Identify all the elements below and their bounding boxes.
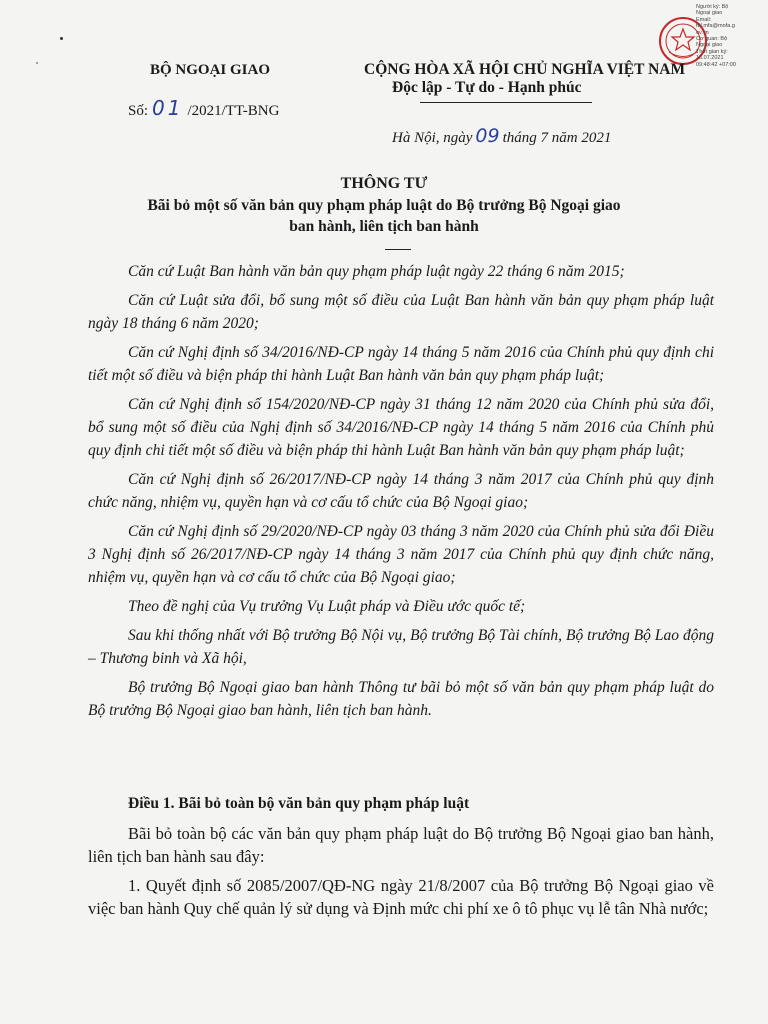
signature-line: Cơ quan: Bộ [696, 36, 728, 43]
document-type: THÔNG TƯ [340, 175, 428, 192]
basis-paragraph: Căn cứ Nghị định số 26/2017/NĐ-CP ngày 14 tháng 3 năm 2017 của Chính phủ quy định chức năng, nhiệm vụ, quyền hạn và cơ cấu tổ chức của Bộ Ngoại giao; [88, 471, 714, 511]
signature-line: ov.vn [696, 29, 709, 36]
number-prefix: Số: [128, 103, 149, 119]
date-suffix: tháng 7 năm 2021 [502, 130, 612, 146]
signature-line: 09:48:42 +07:00 [696, 61, 736, 68]
signature-line: Ngoại giao [696, 42, 723, 49]
subtitle-line: Bãi bỏ một số văn bản quy phạm pháp luật do Bộ trưởng Bộ Ngoại giao [147, 197, 621, 214]
article-paragraph: Bãi bỏ toàn bộ các văn bản quy phạm pháp luật do Bộ trưởng Bộ Ngoại giao ban hành, liên tịch ban hành sau đây: [88, 824, 714, 866]
date-prefix: Hà Nội, ngày [392, 130, 473, 146]
basis-paragraph: Căn cứ Nghị định số 154/2020/NĐ-CP ngày 31 tháng 12 năm 2020 của Chính phủ sửa đổi, bổ sung một số điều của Nghị định số 34/2016/NĐ-CP ngày 14 tháng 5 năm 2016 của Chính phủ quy định chi tiết một số điều và biện pháp thi hành Luật Ban hành văn bản quy phạm pháp luật; [88, 396, 714, 459]
signature-line: Thời gian ký: [696, 48, 728, 55]
document-number [128, 96, 279, 120]
basis-paragraph: Căn cứ Luật Ban hành văn bản quy phạm pháp luật ngày 22 tháng 6 năm 2015; [128, 263, 625, 280]
subtitle-line: ban hành, liên tịch ban hành [289, 218, 479, 235]
basis-paragraph: Sau khi thống nhất với Bộ trưởng Bộ Nội vụ, Bộ trưởng Bộ Tài chính, Bộ trưởng Bộ Lao động – Thương binh và Xã hội, [88, 627, 714, 667]
digital-signature [650, 2, 766, 102]
title-divider [385, 249, 411, 250]
article-heading: Điều 1. Bãi bỏ toàn bộ văn bản quy phạm pháp luật [128, 795, 470, 812]
signature-details [696, 4, 766, 68]
basis-paragraph: Căn cứ Nghị định số 29/2020/NĐ-CP ngày 03 tháng 3 năm 2020 của Chính phủ sửa đổi Điều 3 Nghị định số 26/2017/NĐ-CP ngày 14 tháng 3 năm 2017 của Chính phủ quy định chức năng, nhiệm vụ, quyền hạn và cơ cấu tổ chức của Bộ Ngoại giao; [88, 523, 714, 586]
signature-line: 16.07.2021 [696, 55, 724, 62]
signature-line: Email: [696, 16, 712, 23]
number-suffix: /2021/TT-BNG [187, 103, 280, 119]
article-body [88, 822, 714, 926]
place-date [392, 125, 611, 147]
national-motto: Độc lập - Tự do - Hạnh phúc [392, 79, 582, 96]
basis-paragraph: Theo đề nghị của Vụ trưởng Vụ Luật pháp và Điều ước quốc tế; [128, 598, 526, 615]
document-subtitle [0, 195, 768, 237]
issuing-agency: BỘ NGOẠI GIAO [150, 62, 271, 78]
motto-underline [420, 102, 592, 103]
handwritten-number: 01 [152, 96, 184, 120]
basis-paragraph: Căn cứ Nghị định số 34/2016/NĐ-CP ngày 14 tháng 5 năm 2016 của Chính phủ quy định chi tiết một số điều và biện pháp thi hành Luật Ban hành văn bản quy phạm pháp luật; [88, 344, 714, 384]
basis-paragraph: Căn cứ Luật sửa đổi, bổ sung một số điều của Luật Ban hành văn bản quy phạm pháp luật ngày 18 tháng 6 năm 2020; [88, 292, 714, 332]
national-title: CỘNG HÒA XÃ HỘI CHỦ NGHĨA VIỆT NAM [364, 61, 686, 78]
legal-basis [88, 260, 714, 728]
article-item: 1. Quyết định số 2085/2007/QĐ-NG ngày 21/8/2007 của Bộ trưởng Bộ Ngoại giao về việc ban hành Quy chế quản lý sử dụng và Định mức chi phí xe ô tô phục vụ lễ tân Nhà nước; [88, 876, 714, 918]
signature-line: tttl.mfa@mofa.g [696, 23, 735, 30]
handwritten-day: 09 [475, 125, 500, 147]
signature-line: Ngoại giao [696, 10, 723, 17]
signature-line: Người ký: Bộ [696, 4, 729, 10]
scan-speck [36, 62, 38, 64]
scan-speck [60, 37, 63, 40]
basis-paragraph: Bộ trưởng Bộ Ngoại giao ban hành Thông tư bãi bỏ một số văn bản quy phạm pháp luật do Bộ trưởng Bộ Ngoại giao ban hành, liên tịch ban hành. [88, 679, 714, 719]
